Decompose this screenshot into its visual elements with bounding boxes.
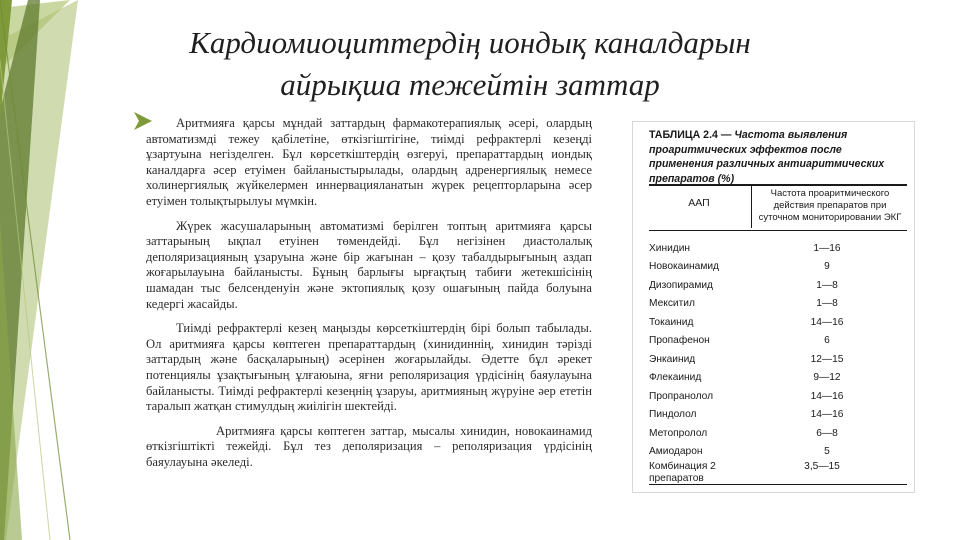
table-caption-text: Частота выявления проаритмических эффектов после применения различных антиаритмических препаратов (%) (649, 129, 885, 185)
table-row (649, 258, 907, 277)
frequency-value: 1—8 (816, 298, 838, 310)
table-column-divider (751, 186, 752, 228)
drug-name: Пропафенон (649, 335, 710, 347)
table-rule-bottom (649, 484, 907, 485)
drug-name: Дизопирамид (649, 279, 713, 291)
body-text (146, 116, 592, 479)
table-caption (649, 128, 907, 186)
table-row (649, 239, 907, 258)
table-body (649, 239, 907, 487)
frequency-value: 9—12 (813, 372, 841, 384)
frequency-value: 14—16 (810, 316, 844, 328)
frequency-value: 1—8 (816, 279, 838, 291)
drug-name: Метопролол (649, 427, 708, 439)
title-line-2: айрықша тежейтін заттар (280, 67, 660, 102)
drug-name: Пиндолол (649, 409, 697, 421)
table-row (649, 424, 907, 443)
table-row (649, 295, 907, 314)
frequency-value: 14—16 (810, 390, 844, 402)
table-row (649, 443, 907, 462)
decorative-stripes (0, 0, 80, 540)
table-row (649, 350, 907, 369)
table-image (632, 121, 915, 493)
paragraph: Жүрек жасушаларының автоматизмі берілген топтың аритмияға қарсы заттарының ықпал етуінен төмендейді. Бұл негізінен диастолалық деполяризацияның ұзаруына және бір жағынан – қозу табалдырығының аздап жоғарылауына байланысты. Бұның барлығы ырғақтың табиғи жетекшісінің шамадан тыс белсенденуін және эктопиялық қозу ошағының пайда болуына кедергі жасайды. (146, 218, 592, 311)
column-header-frequency: Частота проаритмического действия препаратов при суточном мониторировании ЭКГ (758, 188, 902, 223)
drug-name: Токаинид (649, 316, 694, 328)
drug-name: Флекаинид (649, 372, 702, 384)
frequency-value: 12—15 (810, 353, 844, 365)
table-row (649, 387, 907, 406)
table-rule-header (649, 230, 907, 231)
drug-name: Пропранолол (649, 390, 714, 402)
table-row (649, 369, 907, 388)
paragraph: Аритмияға қарсы мұндай заттардың фармакотерапиялық әсері, олардың автоматизмді тежеу қабілетіне, өткізгіштігіне, тиімді рефрактерлі кезеңді ұзартуына негізделген. Бұл көрсеткіштердің өзгеруі, препараттардың иондық каналдарға әсер етуімен байланыстырылады, олардың адренергиялық немесе холинергиялық жүйкелермен иннервацияланатын жүрек рецепторларына әсер етуімен толықтырылуы мүмкін. (146, 116, 592, 208)
drug-name: Хинидин (649, 242, 691, 254)
paragraph: Аритмияға қарсы көптеген заттар, мысалы хинидин, новокаинамид өткізгіштікті тежейді. Бұл тез деполяризация – реполяризация үрдісінің баяулауына әкеледі. (146, 423, 592, 469)
column-header-drug: ААП (688, 197, 710, 209)
table-rule-top (649, 184, 907, 186)
drug-name: Амиодарон (649, 446, 703, 458)
drug-name: Мекситил (649, 298, 695, 310)
frequency-value: 14—16 (810, 409, 844, 421)
slide-title (150, 22, 790, 106)
frequency-value: 5 (824, 446, 830, 458)
table-row (649, 332, 907, 351)
table-row (649, 313, 907, 332)
table-caption-label: ТАБЛИЦА 2.4 — (649, 129, 732, 141)
title-line-1: Кардиомиоциттердің иондық каналдарын (189, 25, 751, 60)
paragraph: Тиімді рефрактерлі кезең маңызды көрсеткіштердің бірі болып табылады. Ол аритмияға қарсы көптеген препараттардың (хинидиннің, хинидин тәрізді заттардың және басқаларының) әсерінен жоғарылайды. Әдетте бұл әрекет потенциялы ұзақтығының ұлғаюына, яғни реполяризация үрдісінің баяулауына байланысты. Тиімді рефрактерлі кезеңнің ұзаруы, аритмияның жүруіне әер ететін таралып жатқан стимулдың жиілігін шектейді. (146, 321, 592, 414)
drug-name: Новокаинамид (649, 261, 719, 273)
table-row (649, 276, 907, 295)
drug-name: Энкаинид (649, 353, 696, 365)
frequency-value: 6—8 (816, 427, 838, 439)
table-row (649, 406, 907, 425)
frequency-value: 3,5—15 (804, 461, 840, 472)
drug-name: Комбинация 2 препаратов (649, 461, 716, 484)
frequency-value: 1—16 (813, 242, 841, 254)
frequency-value: 6 (824, 335, 830, 347)
frequency-value: 9 (824, 261, 830, 273)
